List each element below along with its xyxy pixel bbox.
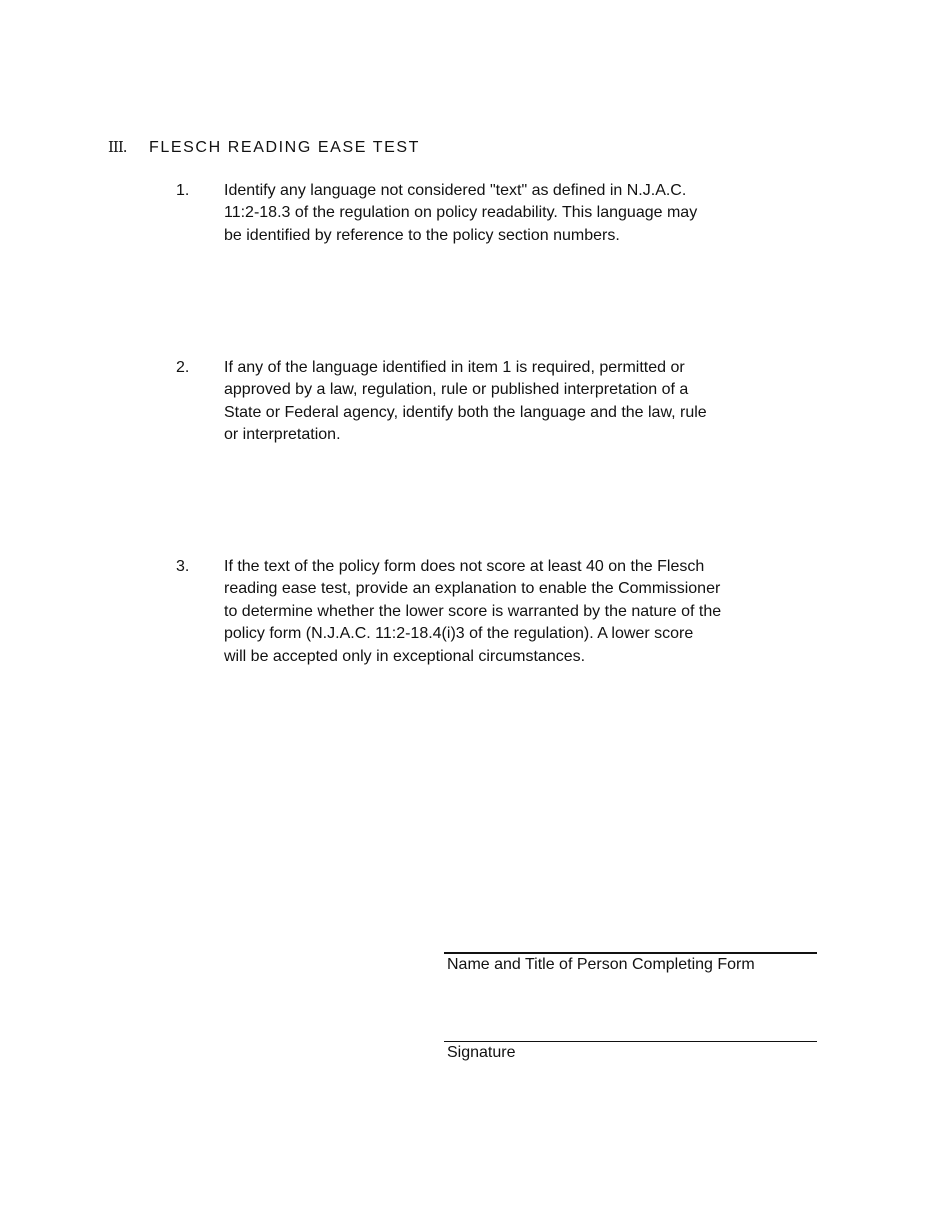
signature-label: Signature	[447, 1044, 516, 1061]
item-text-line: State or Federal agency, identify both the language and the law, rule	[224, 403, 707, 421]
item-text	[224, 556, 756, 668]
item-text-line: policy form (N.J.A.C. 11:2-18.4(i)3 of the regulation). A lower score	[224, 625, 694, 643]
item-text-line: be identified by reference to the policy section numbers.	[224, 226, 620, 244]
item-text-line: or interpretation.	[224, 426, 341, 444]
section-numeral: III.	[108, 138, 127, 156]
item-number: 1.	[176, 182, 190, 199]
item-number: 3.	[176, 558, 190, 575]
signature-line[interactable]	[444, 1041, 817, 1042]
name-title-block	[444, 952, 817, 974]
name-title-line[interactable]	[444, 952, 817, 954]
name-title-label: Name and Title of Person Completing Form	[447, 956, 755, 973]
signature-block	[444, 1041, 817, 1062]
section-heading	[108, 138, 420, 157]
item-text-line: If any of the language identified in item 1 is required, permitted or	[224, 359, 685, 376]
question-item	[176, 357, 756, 447]
item-text-line: to determine whether the lower score is warranted by the nature of the	[224, 602, 722, 620]
item-text-line: will be accepted only in exceptional circumstances.	[224, 647, 586, 665]
item-text	[224, 180, 756, 247]
section-title: FLESCH READING EASE TEST	[149, 139, 421, 156]
item-text-line: If the text of the policy form does not score at least 40 on the Flesch	[224, 558, 705, 575]
item-text-line: 11:2-18.3 of the regulation on policy readability. This language may	[224, 204, 698, 222]
question-item	[176, 556, 756, 668]
item-text-line: reading ease test, provide an explanation to enable the Commissioner	[224, 580, 721, 598]
item-text-line: approved by a law, regulation, rule or published interpretation of a	[224, 381, 689, 399]
item-text	[224, 357, 756, 447]
item-number: 2.	[176, 359, 190, 376]
question-item	[176, 180, 756, 247]
item-text-line: Identify any language not considered "text" as defined in N.J.A.C.	[224, 182, 687, 199]
